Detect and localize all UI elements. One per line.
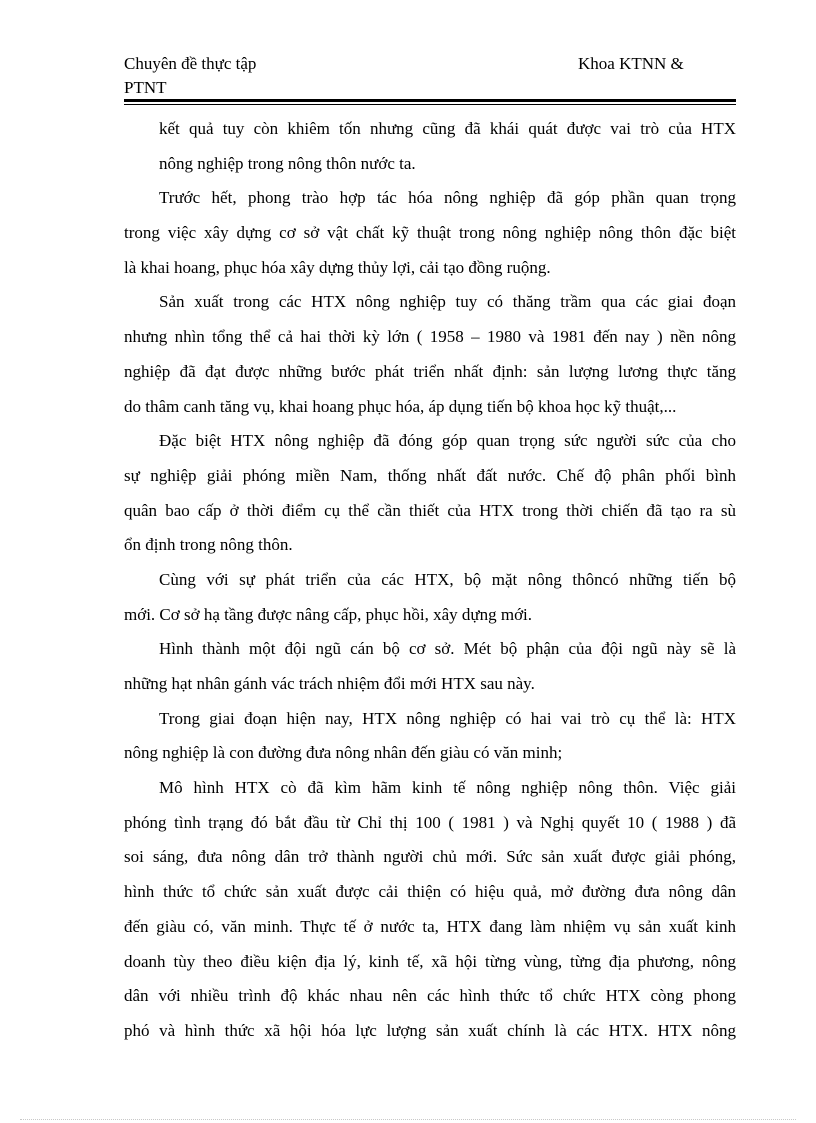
text-line: doanh tùy theo điều kiện địa lý, kinh tế, xã hội từng vùng, từng địa phương, nông <box>124 951 736 971</box>
header-rule-thick <box>124 99 736 102</box>
text-line: Trước hết, phong trào hợp tác hóa nông nghiệp đã góp phần quan trọng <box>159 188 736 208</box>
text-line: phó và hình thức xã hội hóa lực lượng sản xuất chính là các HTX. HTX nông <box>124 1020 736 1040</box>
text-line: do thâm canh tăng vụ, khai hoang phục hóa, áp dụng tiến bộ khoa học kỹ thuật,... <box>124 396 677 416</box>
text-line: soi sáng, đưa nông dân trở thành người chủ mới. Sức sản xuất được giải phóng, <box>124 847 736 867</box>
text-line: Sản xuất trong các HTX nông nghiệp tuy có thăng trầm qua các giai đoạn <box>159 292 736 312</box>
text-line: trong việc xây dựng cơ sở vật chất kỹ thuật trong nông nghiệp nông thôn đặc biệt <box>124 223 736 243</box>
text-line: nghiệp đã đạt được những bước phát triển nhất định: sản lượng lương thực tăng <box>124 361 736 381</box>
text-line: Hình thành một đội ngũ cán bộ cơ sở. Mét bộ phận của đội ngũ này sẽ là <box>159 639 736 659</box>
text-line: sự nghiệp giải phóng miền Nam, thống nhất đất nước. Chế độ phân phối bình <box>124 465 736 485</box>
body-text <box>124 112 736 1049</box>
header-department: Khoa KTNN & <box>578 54 684 73</box>
text-line: phóng tình trạng đó bắt đầu từ Chỉ thị 100 ( 1981 ) và Nghị quyết 10 ( 1988 ) đã <box>124 812 736 832</box>
header-department-cont: PTNT <box>124 78 167 97</box>
text-line: Trong giai đoạn hiện nay, HTX nông nghiệp có hai vai trò cụ thể là: HTX <box>159 708 736 728</box>
text-line: nhưng nhìn tổng thể cả hai thời kỳ lớn ( 1958 – 1980 và 1981 đến nay ) nền nông <box>124 327 736 347</box>
text-line: quân bao cấp ở thời điểm cụ thể cần thiết của HTX trong thời chiến đã tạo ra sù <box>124 500 736 520</box>
text-line: hình thức tổ chức sản xuất được cải thiện có hiệu quả, mở đường đưa nông dân <box>124 882 736 902</box>
text-line: Mô hình HTX cò đã kìm hãm kinh tế nông nghiệp nông thôn. Việc giải <box>159 778 736 798</box>
page-bottom-border <box>20 1119 796 1120</box>
header-rule-thin <box>124 104 736 105</box>
text-line: kết quả tuy còn khiêm tốn nhưng cũng đã khái quát được vai trò của HTX <box>159 119 736 138</box>
header-course-title: Chuyên đề thực tập <box>124 54 257 73</box>
text-line: ổn định trong nông thôn. <box>124 535 293 555</box>
text-line: những hạt nhân gánh vác trách nhiệm đổi mới HTX sau này. <box>124 674 535 693</box>
text-line: Cùng với sự phát triển của các HTX, bộ mặt nông thôncó những tiến bộ <box>159 569 736 589</box>
text-line: dân với nhiều trình độ khác nhau nên các hình thức tổ chức HTX còng phong <box>124 986 736 1006</box>
text-line: mới. Cơ sở hạ tầng được nâng cấp, phục hồi, xây dựng mới. <box>124 604 533 624</box>
text-line: nông nghiệp là con đường đưa nông nhân đến giàu có văn minh; <box>124 743 563 763</box>
text-line: là khai hoang, phục hóa xây dựng thủy lợi, cải tạo đồng ruộng. <box>124 257 551 277</box>
text-line: nông nghiệp trong nông thôn nước ta. <box>159 153 416 173</box>
text-line: Đặc biệt HTX nông nghiệp đã đóng góp quan trọng sức người sức của cho <box>159 431 736 451</box>
text-line: đến giàu có, văn minh. Thực tế ở nước ta, HTX đang làm nhiệm vụ sản xuất kinh <box>124 916 736 936</box>
